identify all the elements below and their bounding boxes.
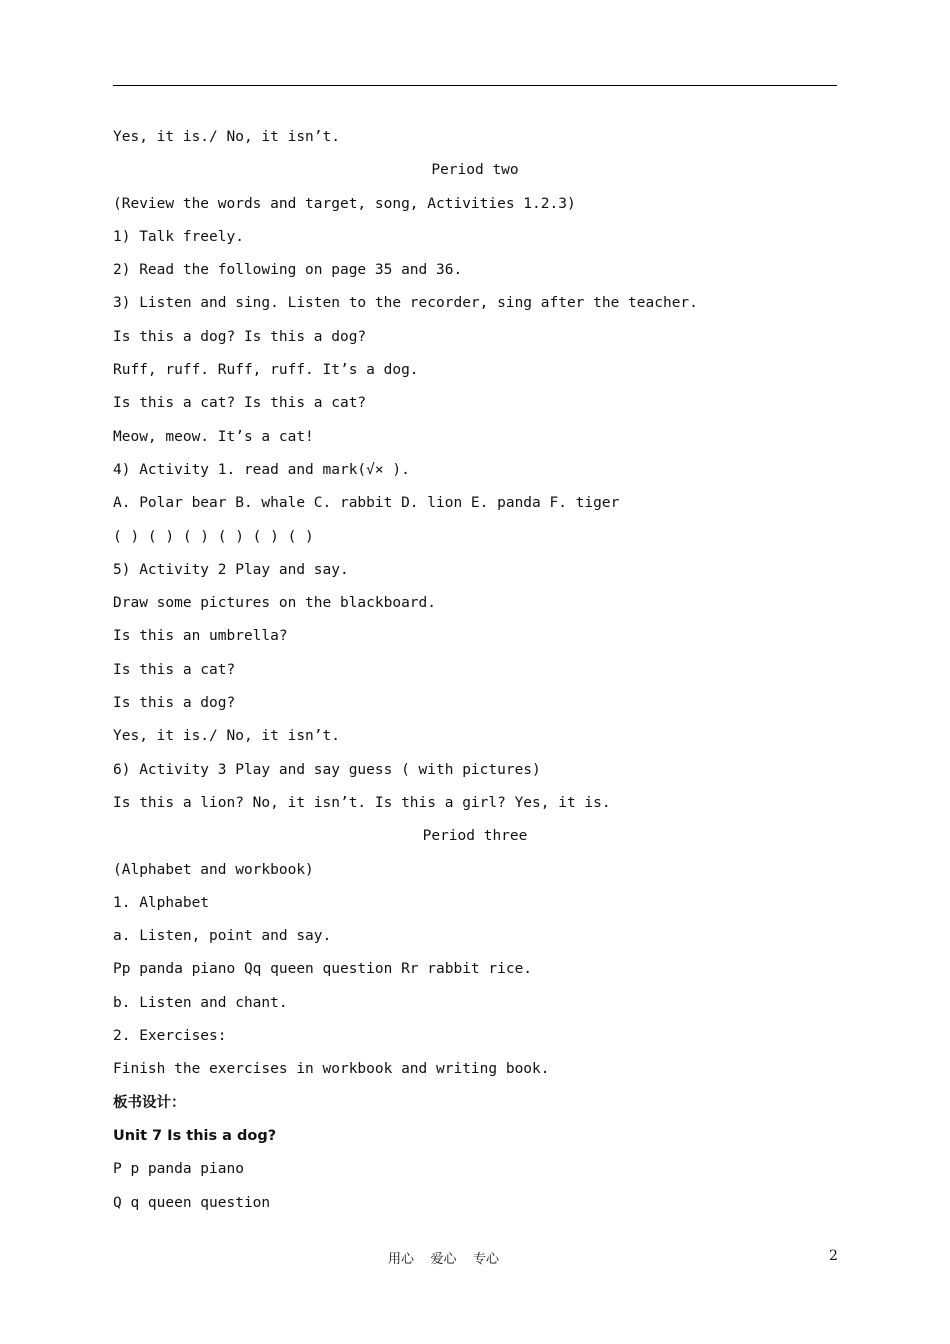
text-line: 4) Activity 1. read and mark(√× ).: [113, 461, 410, 478]
text-line: Is this an umbrella?: [113, 628, 288, 645]
text-line: Is this a dog?: [113, 695, 236, 712]
text-line: 2. Exercises:: [113, 1028, 227, 1045]
text-line: ( ) ( ) ( ) ( ) ( ) ( ): [113, 528, 314, 545]
text-line: Pp panda piano Qq queen question Rr rabbit rice.: [113, 961, 533, 978]
page-number: 2: [829, 1248, 838, 1264]
text-line: Q q queen question: [113, 1194, 271, 1211]
text-line: 2) Read the following on page 35 and 36.: [113, 262, 463, 279]
text-line: 3) Listen and sing. Listen to the recorder, sing after the teacher.: [113, 295, 698, 312]
text-line: Is this a cat? Is this a cat?: [113, 395, 367, 412]
text-line: 1. Alphabet: [113, 894, 210, 911]
text-line: Meow, meow. It’s a cat!: [113, 428, 314, 445]
text-line: 5) Activity 2 Play and say.: [113, 561, 349, 578]
board-design-heading: 板书设计：: [113, 1094, 186, 1111]
text-line: P p panda piano: [113, 1161, 244, 1178]
header-rule: [113, 85, 837, 86]
text-line: Yes, it is./ No, it isn’t.: [113, 129, 340, 145]
text-line: a. Listen, point and say.: [113, 928, 332, 945]
footer-motto: 用心 爱心 专心: [388, 1252, 500, 1267]
board-unit-title: Unit 7 Is this a dog?: [113, 1127, 277, 1144]
text-line: Is this a lion? No, it isn’t. Is this a girl? Yes, it is.: [113, 794, 611, 811]
section-heading-period-three: Period three: [422, 828, 528, 845]
text-line: Yes, it is./ No, it isn’t.: [113, 728, 340, 745]
text-line: (Alphabet and workbook): [113, 861, 314, 878]
text-line: A. Polar bear B. whale C. rabbit D. lion E. panda F. tiger: [113, 495, 620, 512]
text-line: Is this a cat?: [113, 661, 236, 678]
text-line: Ruff, ruff. Ruff, ruff. It’s a dog.: [113, 362, 419, 379]
text-line: Finish the exercises in workbook and writing book.: [113, 1061, 550, 1078]
text-line: b. Listen and chant.: [113, 994, 288, 1011]
text-line: Draw some pictures on the blackboard.: [113, 595, 437, 612]
text-line: 6) Activity 3 Play and say guess ( with pictures): [113, 761, 541, 778]
text-line: 1) Talk freely.: [113, 228, 244, 245]
body-text: [113, 124, 837, 1223]
text-line: (Review the words and target, song, Activities 1.2.3): [113, 195, 576, 212]
section-heading-period-two: Period two: [431, 162, 519, 179]
text-line: Is this a dog? Is this a dog?: [113, 328, 367, 345]
